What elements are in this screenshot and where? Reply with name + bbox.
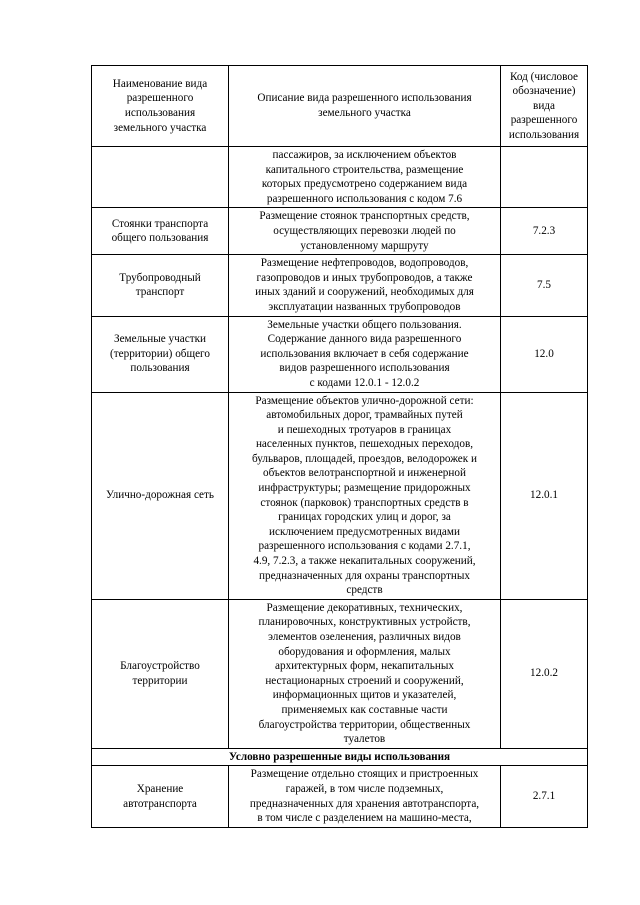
table-row xyxy=(92,147,588,208)
row-name-cell xyxy=(92,147,229,208)
header-description-cell: Описание вида разрешенного использования земельного участка xyxy=(229,66,501,147)
header-name-cell: Наименование вида разрешенного использования земельного участка xyxy=(92,66,229,147)
row-name-cell: Трубопроводный транспорт xyxy=(92,255,229,316)
row-code-cell: 12.0.2 xyxy=(501,599,588,748)
row-code-cell xyxy=(501,147,588,208)
section-header-row xyxy=(92,748,588,766)
row-code-cell: 2.7.1 xyxy=(501,766,588,827)
table-row xyxy=(92,599,588,748)
table-header-row xyxy=(92,66,588,147)
row-name-cell: Стоянки транспорта общего пользования xyxy=(92,208,229,255)
row-description-cell: Размещение отдельно стоящих и пристроенных гаражей, в том числе подземных, предназначенных для хранения автотранспорта, в том числе с разделением на машино-места, xyxy=(229,766,501,827)
table-row xyxy=(92,392,588,599)
row-code-cell: 12.0 xyxy=(501,316,588,392)
row-code-cell: 7.5 xyxy=(501,255,588,316)
row-name-cell: Хранение автотранспорта xyxy=(92,766,229,827)
row-description-cell: Размещение объектов улично-дорожной сети: автомобильных дорог, трамвайных путей и пешеходных тротуаров в границах населенных пунктов, пешеходных переходов, бульваров, площадей, проездов, велодорожек и объектов велотранспортной и инженерной инфраструктуры; размещение придорожных стоянок (парковок) транспортных средств в границах городских улиц и дорог, за исключением предусмотренных видами разрешенного использования с кодами 2.7.1, 4.9, 7.2.3, а также некапитальных сооружений, предназначенных для охраны транспортных средств xyxy=(229,392,501,599)
row-description-cell: пассажиров, за исключением объектов капитального строительства, размещение которых предусмотрено содержанием вида разрешенного использования с кодом 7.6 xyxy=(229,147,501,208)
table-row xyxy=(92,316,588,392)
row-name-cell: Земельные участки (территории) общего пользования xyxy=(92,316,229,392)
land-use-table xyxy=(91,65,588,828)
row-name-cell: Улично-дорожная сеть xyxy=(92,392,229,599)
table-row xyxy=(92,766,588,827)
row-code-cell: 7.2.3 xyxy=(501,208,588,255)
row-description-cell: Размещение стоянок транспортных средств, осуществляющих перевозки людей по установленному маршруту xyxy=(229,208,501,255)
table-row xyxy=(92,208,588,255)
row-description-cell: Земельные участки общего пользования. Содержание данного вида разрешенного использования включает в себя содержание видов разрешенного использования с кодами 12.0.1 - 12.0.2 xyxy=(229,316,501,392)
header-code-cell: Код (числовое обозначение) вида разрешенного использования xyxy=(501,66,588,147)
row-name-cell: Благоустройство территории xyxy=(92,599,229,748)
row-code-cell: 12.0.1 xyxy=(501,392,588,599)
table-row xyxy=(92,255,588,316)
section-heading: Условно разрешенные виды использования xyxy=(92,748,588,766)
row-description-cell: Размещение нефтепроводов, водопроводов, газопроводов и иных трубопроводов, а также иных зданий и сооружений, необходимых для эксплуатации названных трубопроводов xyxy=(229,255,501,316)
row-description-cell: Размещение декоративных, технических, планировочных, конструктивных устройств, элементов озеленения, различных видов оборудования и оформления, малых архитектурных форм, некапитальных нестационарных строений и сооружений, информационных щитов и указателей, применяемых как составные части благоустройства территории, общественных туалетов xyxy=(229,599,501,748)
